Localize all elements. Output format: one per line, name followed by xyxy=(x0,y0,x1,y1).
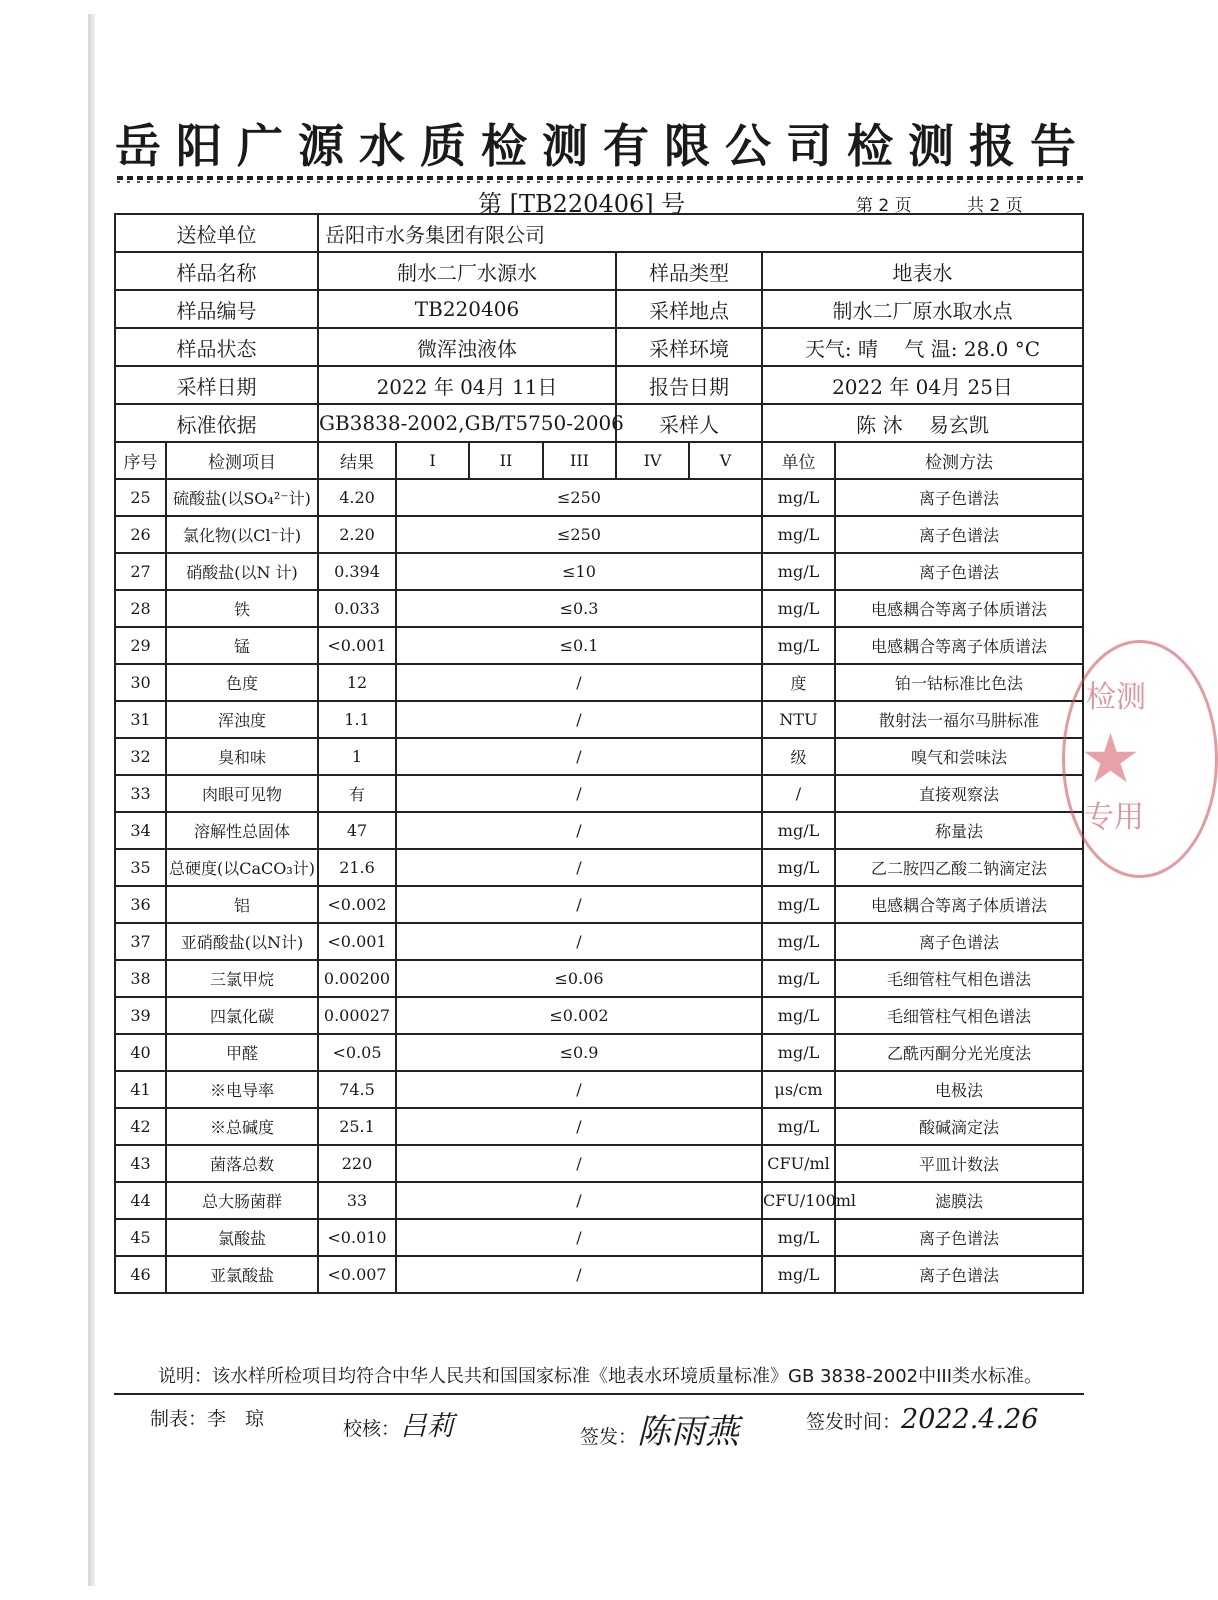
row-item: 硝酸盐(以N 计) xyxy=(166,553,318,590)
row-limit: / xyxy=(396,812,762,849)
stamp-text-bottom: 专用 xyxy=(1084,800,1144,835)
table-row xyxy=(115,923,1083,960)
approved-signature: 陈雨燕 xyxy=(637,1412,740,1452)
page-total: 共 2 页 xyxy=(967,196,1023,216)
row-method: 离子色谱法 xyxy=(835,553,1083,590)
footer-rule xyxy=(114,1393,1084,1395)
row-no: 33 xyxy=(115,775,166,812)
type-label: 样品类型 xyxy=(616,252,762,290)
row-no: 38 xyxy=(115,960,166,997)
row-method: 散射法一福尔马肼标准 xyxy=(835,701,1083,738)
row-item: 铝 xyxy=(166,886,318,923)
row-unit: 度 xyxy=(762,664,835,701)
report-date-label: 报告日期 xyxy=(616,366,762,404)
table-row xyxy=(115,590,1083,627)
row-no: 27 xyxy=(115,553,166,590)
row-unit: μs/cm xyxy=(762,1071,835,1108)
checked-by xyxy=(343,1404,454,1443)
report-table xyxy=(114,213,1084,1294)
row-result: 47 xyxy=(318,812,396,849)
row-item: ※电导率 xyxy=(166,1071,318,1108)
row-unit: mg/L xyxy=(762,997,835,1034)
row-method: 滤膜法 xyxy=(835,1182,1083,1219)
row-method: 离子色谱法 xyxy=(835,1219,1083,1256)
row-item: 硫酸盐(以SO₄²⁻计) xyxy=(166,479,318,516)
env-label: 采样环境 xyxy=(616,328,762,366)
prepared-by xyxy=(150,1404,264,1431)
row-limit: / xyxy=(396,1108,762,1145)
row-limit: / xyxy=(396,738,762,775)
row-limit: ≤0.3 xyxy=(396,590,762,627)
client-label: 送检单位 xyxy=(115,214,318,252)
row-result: 220 xyxy=(318,1145,396,1182)
row-limit: / xyxy=(396,701,762,738)
report-title: 岳阳广源水质检测有限公司检测报告 xyxy=(115,119,1091,173)
row-limit: / xyxy=(396,775,762,812)
row-no: 36 xyxy=(115,886,166,923)
row-limit: / xyxy=(396,1219,762,1256)
table-row xyxy=(115,1256,1083,1293)
row-unit: mg/L xyxy=(762,1108,835,1145)
row-no: 31 xyxy=(115,701,166,738)
table-row xyxy=(115,960,1083,997)
col-method: 检测方法 xyxy=(835,442,1083,479)
checked-signature: 吕莉 xyxy=(400,1411,455,1442)
col-class-4: IV xyxy=(616,442,689,479)
row-no: 25 xyxy=(115,479,166,516)
row-limit: ≤0.1 xyxy=(396,627,762,664)
stamp-star-icon: ★ xyxy=(1080,720,1141,799)
row-item: 铁 xyxy=(166,590,318,627)
row-limit: / xyxy=(396,664,762,701)
row-unit: mg/L xyxy=(762,1256,835,1293)
col-class-2: II xyxy=(469,442,543,479)
approved-label: 签发： xyxy=(580,1426,638,1448)
row-item: 肉眼可见物 xyxy=(166,775,318,812)
row-result: <0.007 xyxy=(318,1256,396,1293)
checked-label: 校核： xyxy=(343,1418,401,1440)
row-unit: mg/L xyxy=(762,812,835,849)
row-method: 电感耦合等离子体质谱法 xyxy=(835,590,1083,627)
row-method: 电感耦合等离子体质谱法 xyxy=(835,886,1083,923)
row-result: 0.033 xyxy=(318,590,396,627)
row-no: 26 xyxy=(115,516,166,553)
row-no: 32 xyxy=(115,738,166,775)
row-result: 有 xyxy=(318,775,396,812)
row-result: 0.00027 xyxy=(318,997,396,1034)
place-value: 制水二厂原水取水点 xyxy=(762,290,1083,328)
row-unit: / xyxy=(762,775,835,812)
table-row xyxy=(115,1182,1083,1219)
no-value: TB220406 xyxy=(318,290,616,328)
row-item: 色度 xyxy=(166,664,318,701)
row-result: 12 xyxy=(318,664,396,701)
row-result: 25.1 xyxy=(318,1108,396,1145)
row-item: 锰 xyxy=(166,627,318,664)
row-no: 46 xyxy=(115,1256,166,1293)
row-limit: ≤250 xyxy=(396,479,762,516)
row-result: <0.001 xyxy=(318,627,396,664)
row-result: 21.6 xyxy=(318,849,396,886)
row-item: 甲醛 xyxy=(166,1034,318,1071)
row-item: ※总碱度 xyxy=(166,1108,318,1145)
row-item: 总大肠菌群 xyxy=(166,1182,318,1219)
row-result: 33 xyxy=(318,1182,396,1219)
row-unit: mg/L xyxy=(762,553,835,590)
row-method: 乙二胺四乙酸二钠滴定法 xyxy=(835,849,1083,886)
row-no: 34 xyxy=(115,812,166,849)
row-limit: / xyxy=(396,1071,762,1108)
row-method: 电感耦合等离子体质谱法 xyxy=(835,627,1083,664)
no-label: 样品编号 xyxy=(115,290,318,328)
row-method: 酸碱滴定法 xyxy=(835,1108,1083,1145)
row-method: 铂一钴标准比色法 xyxy=(835,664,1083,701)
row-method: 乙酰丙酮分光光度法 xyxy=(835,1034,1083,1071)
table-row xyxy=(115,1145,1083,1182)
row-method: 直接观察法 xyxy=(835,775,1083,812)
approved-date xyxy=(806,1404,1038,1435)
row-no: 28 xyxy=(115,590,166,627)
row-item: 三氯甲烷 xyxy=(166,960,318,997)
scan-edge xyxy=(88,14,95,1586)
sampler-value: 陈 沐 易玄凯 xyxy=(762,404,1083,442)
row-unit: mg/L xyxy=(762,516,835,553)
row-item: 溶解性总固体 xyxy=(166,812,318,849)
row-method: 毛细管柱气相色谱法 xyxy=(835,960,1083,997)
row-limit: ≤0.002 xyxy=(396,997,762,1034)
row-unit: CFU/ml xyxy=(762,1145,835,1182)
page-number: 第 2 页 xyxy=(856,196,912,216)
row-item: 四氯化碳 xyxy=(166,997,318,1034)
row-result: 1.1 xyxy=(318,701,396,738)
row-unit: mg/L xyxy=(762,590,835,627)
table-row xyxy=(115,997,1083,1034)
row-unit: mg/L xyxy=(762,960,835,997)
row-unit: mg/L xyxy=(762,886,835,923)
row-method: 离子色谱法 xyxy=(835,923,1083,960)
row-limit: / xyxy=(396,1182,762,1219)
table-row xyxy=(115,1071,1083,1108)
table-row xyxy=(115,479,1083,516)
row-no: 42 xyxy=(115,1108,166,1145)
row-unit: NTU xyxy=(762,701,835,738)
row-no: 40 xyxy=(115,1034,166,1071)
table-row xyxy=(115,738,1083,775)
info-row-state xyxy=(115,328,1083,366)
table-row xyxy=(115,1034,1083,1071)
info-row-name xyxy=(115,252,1083,290)
row-item: 浑浊度 xyxy=(166,701,318,738)
col-class-1: I xyxy=(396,442,469,479)
row-item: 亚氯酸盐 xyxy=(166,1256,318,1293)
row-item: 亚硝酸盐(以N计) xyxy=(166,923,318,960)
row-no: 45 xyxy=(115,1219,166,1256)
approved-date-value: 2022.4.26 xyxy=(901,1404,1039,1435)
report-date-value: 2022 年 04月 25日 xyxy=(762,366,1083,404)
col-item: 检测项目 xyxy=(166,442,318,479)
row-result: 4.20 xyxy=(318,479,396,516)
row-limit: / xyxy=(396,1145,762,1182)
type-value: 地表水 xyxy=(762,252,1083,290)
row-result: <0.001 xyxy=(318,923,396,960)
table-row xyxy=(115,701,1083,738)
approved-date-label: 签发时间： xyxy=(806,1411,902,1433)
table-row xyxy=(115,1108,1083,1145)
table-row xyxy=(115,553,1083,590)
table-row xyxy=(115,1219,1083,1256)
row-unit: mg/L xyxy=(762,849,835,886)
std-label: 标准依据 xyxy=(115,404,318,442)
prepared-value: 李 琼 xyxy=(207,1408,265,1430)
row-limit: ≤0.06 xyxy=(396,960,762,997)
row-unit: CFU/100ml xyxy=(762,1182,835,1219)
info-row-standard xyxy=(115,404,1083,442)
table-row xyxy=(115,664,1083,701)
state-value: 微浑浊液体 xyxy=(318,328,616,366)
row-unit: 级 xyxy=(762,738,835,775)
column-header-row xyxy=(115,442,1083,479)
row-no: 37 xyxy=(115,923,166,960)
col-class-5: V xyxy=(689,442,762,479)
row-result: 74.5 xyxy=(318,1071,396,1108)
row-method: 电极法 xyxy=(835,1071,1083,1108)
row-method: 离子色谱法 xyxy=(835,516,1083,553)
row-no: 41 xyxy=(115,1071,166,1108)
row-item: 臭和味 xyxy=(166,738,318,775)
row-no: 44 xyxy=(115,1182,166,1219)
row-unit: mg/L xyxy=(762,1034,835,1071)
row-method: 称量法 xyxy=(835,812,1083,849)
row-item: 氯酸盐 xyxy=(166,1219,318,1256)
row-result: 0.394 xyxy=(318,553,396,590)
name-label: 样品名称 xyxy=(115,252,318,290)
row-method: 离子色谱法 xyxy=(835,1256,1083,1293)
note: 说明：该水样所检项目均符合中华人民共和国国家标准《地表水环境质量标准》GB 3838-2002中III类水标准。 xyxy=(158,1366,1043,1387)
info-row-number xyxy=(115,290,1083,328)
row-unit: mg/L xyxy=(762,1219,835,1256)
row-method: 嗅气和尝味法 xyxy=(835,738,1083,775)
row-limit: / xyxy=(396,923,762,960)
row-no: 30 xyxy=(115,664,166,701)
row-limit: ≤250 xyxy=(396,516,762,553)
row-limit: / xyxy=(396,849,762,886)
row-method: 平皿计数法 xyxy=(835,1145,1083,1182)
date-value: 2022 年 04月 11日 xyxy=(318,366,616,404)
row-method: 毛细管柱气相色谱法 xyxy=(835,997,1083,1034)
row-limit: / xyxy=(396,886,762,923)
table-row xyxy=(115,516,1083,553)
row-no: 29 xyxy=(115,627,166,664)
row-item: 菌落总数 xyxy=(166,1145,318,1182)
date-label: 采样日期 xyxy=(115,366,318,404)
col-result: 结果 xyxy=(318,442,396,479)
row-item: 氯化物(以Cl⁻计) xyxy=(166,516,318,553)
std-value: GB3838-2002,GB/T5750-2006 xyxy=(318,404,616,442)
col-unit: 单位 xyxy=(762,442,835,479)
stamp-text-top: 检测 xyxy=(1086,680,1146,715)
place-label: 采样地点 xyxy=(616,290,762,328)
info-row-date xyxy=(115,366,1083,404)
name-value: 制水二厂水源水 xyxy=(318,252,616,290)
row-limit: ≤10 xyxy=(396,553,762,590)
row-method: 离子色谱法 xyxy=(835,479,1083,516)
row-result: <0.010 xyxy=(318,1219,396,1256)
row-unit: mg/L xyxy=(762,479,835,516)
table-row xyxy=(115,775,1083,812)
row-result: 2.20 xyxy=(318,516,396,553)
row-no: 43 xyxy=(115,1145,166,1182)
approved-by xyxy=(580,1404,739,1453)
row-unit: mg/L xyxy=(762,627,835,664)
sampler-label: 采样人 xyxy=(616,404,762,442)
row-result: <0.05 xyxy=(318,1034,396,1071)
table-row xyxy=(115,886,1083,923)
env-value: 天气: 晴 气 温: 28.0 °C xyxy=(762,328,1083,366)
state-label: 样品状态 xyxy=(115,328,318,366)
col-no: 序号 xyxy=(115,442,166,479)
table-row xyxy=(115,849,1083,886)
row-limit: / xyxy=(396,1256,762,1293)
row-no: 35 xyxy=(115,849,166,886)
title-divider xyxy=(117,176,1083,184)
row-result: 0.00200 xyxy=(318,960,396,997)
info-row-client xyxy=(115,214,1083,252)
client-value: 岳阳市水务集团有限公司 xyxy=(318,214,1083,252)
row-no: 39 xyxy=(115,997,166,1034)
table-row xyxy=(115,627,1083,664)
row-item: 总硬度(以CaCO₃计) xyxy=(166,849,318,886)
prepared-label: 制表： xyxy=(150,1408,208,1430)
table-row xyxy=(115,812,1083,849)
row-result: <0.002 xyxy=(318,886,396,923)
col-class-3: III xyxy=(543,442,616,479)
row-result: 1 xyxy=(318,738,396,775)
report-number: 第 [TB220406] 号 xyxy=(478,190,686,218)
row-unit: mg/L xyxy=(762,923,835,960)
row-limit: ≤0.9 xyxy=(396,1034,762,1071)
